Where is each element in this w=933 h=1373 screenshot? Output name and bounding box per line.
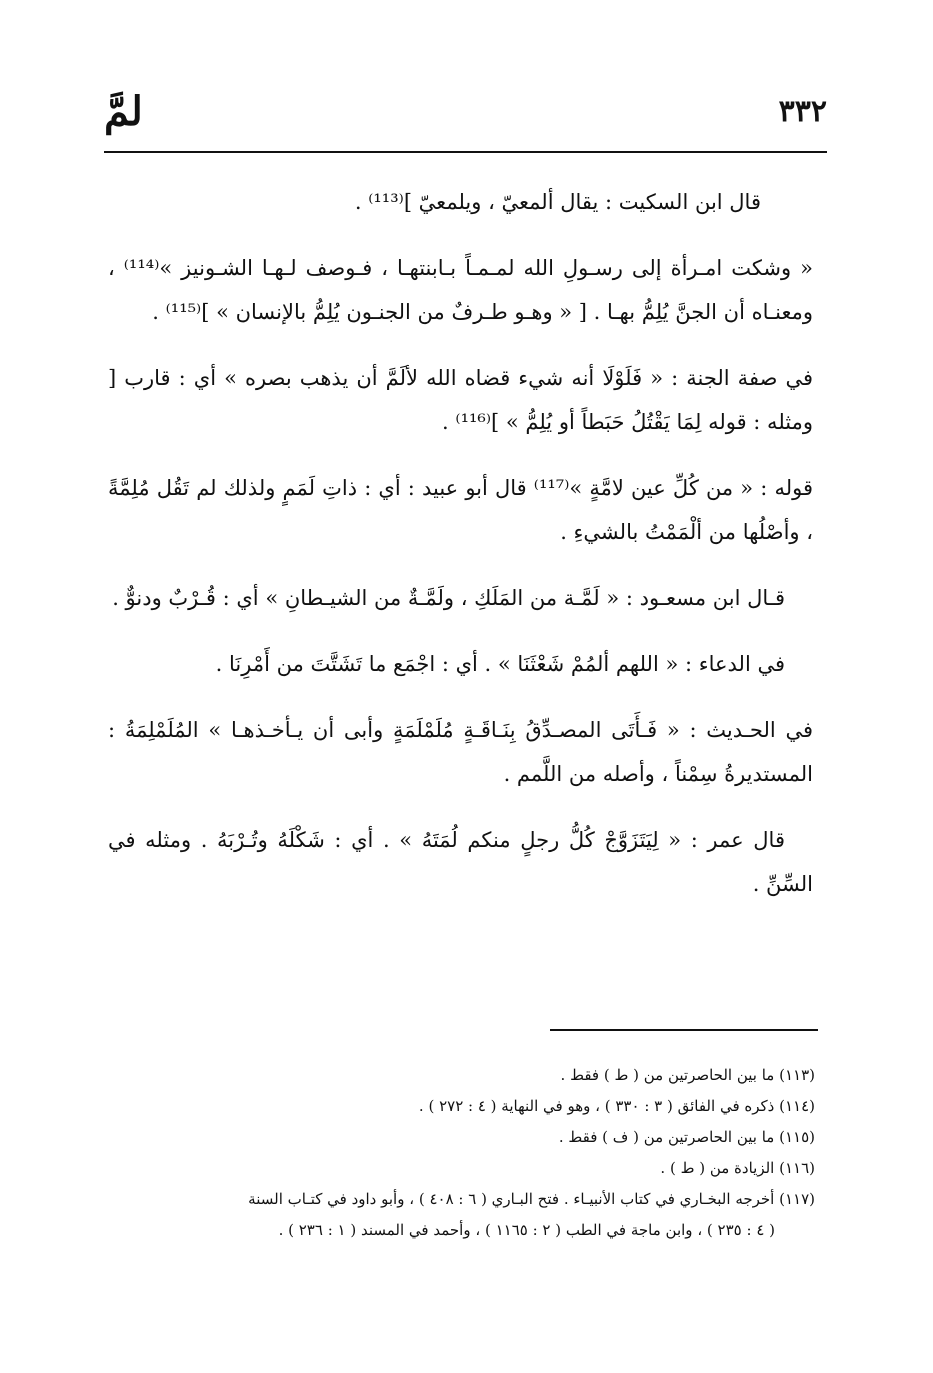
- footnote-117: (١١٧) أخرجه البخـاري في كتاب الأنبيـاء . فتح البـاري ( ٦ : ٤٠٨ ) ، وأبو داود في كتـاب السنة: [248, 1190, 815, 1208]
- footnote-115: (١١٥) ما بين الحاصرتين من ( ف ) فقط .: [558, 1128, 815, 1146]
- main-text: [108, 180, 813, 928]
- footnote-117-continuation: ( ٤ : ٢٣٥ ) ، وابن ماجة في الطب ( ٢ : ١١٦٥ ) ، وأحمد في المسند ( ١ : ٢٣٦ ) .: [278, 1221, 775, 1239]
- running-title: لمَّ: [104, 88, 143, 135]
- paragraph-ibn-al-sikkit: قال ابن السكيت : يقال ألمعيّ ، ويلمعيّ ]⁽¹¹³⁾ .: [354, 190, 761, 214]
- footnote-114: (١١٤) ذكره في الفائق ( ٣ : ٣٣٠ ) ، وهو في النهاية ( ٤ : ٢٧٢ ) .: [418, 1097, 815, 1115]
- paragraph-shuniz: « وشكت امـرأة إلى رسـولِ الله لمـمـاً بـابنتهـا ، فـوصف لـهـا الشـونيز »⁽¹¹⁴⁾ ، ومعنـاه أن الجنَّ يُلِمُّ بهـا . [ « وهـو طـرفٌ من الجنـون يُلِمُّ بالإنسان » ]⁽¹¹⁵⁾ .: [108, 256, 813, 324]
- footnote-113: (١١٣) ما بين الحاصرتين من ( ط ) فقط .: [560, 1066, 815, 1084]
- paragraph-jannah: في صفة الجنة : « فَلَوْلَا أنه شيء قضاه الله لألَمَّ أن يذهب بصره » أي : قارب [ ومثله : قوله لِمَا يَقْتُلُ حَبَطاً أو يُلِمُّ » ]⁽¹¹⁶⁾ .: [108, 366, 813, 434]
- paragraph-ibn-masud: قـال ابن مسعـود : « لَمَّـة من المَلَكِ ، ولَمَّـةٌ من الشيـطانِ » أي : قُـرْبٌ ودنوٌّ .: [112, 586, 785, 610]
- paragraph-hadith-mulamlamah: في الحـديث : « فَـأَتَى المصـدِّقُ بِنَـاقَـةٍ مُلَمْلَمَةٍ وأبى أن يـأخـذهـا » المُلَمْلِمَةُ : المستديرةُ سِمْناً ، وأصله من اللَّمم .: [108, 718, 813, 786]
- paragraph-dua: في الدعاء : « اللهم ألمُمْ شَعْثَنَا » . أي : اجْمَع ما تَشَتَّتَ من أَمْرِنَا .: [215, 652, 785, 676]
- footnote-separator: [550, 1029, 818, 1031]
- header-rule: [104, 151, 827, 153]
- page-number: ٣٣٢: [778, 94, 827, 129]
- page-header: [104, 86, 827, 146]
- footnotes: [108, 1060, 815, 1246]
- footnote-116: (١١٦) الزيادة من ( ط ) .: [660, 1159, 815, 1177]
- paragraph-umar: قال عمر : « لِيَتَزَوَّجْ كُلُّ رجلٍ منكم لُمَتَهُ » . أي : شَكْلَهُ وتُـرْبَهُ . ومثله في السِّنِّ .: [108, 828, 813, 896]
- paragraph-lammah: قوله : « من كُلِّ عين لامَّةٍ »⁽¹¹⁷⁾ قال أبو عبيد : أي : ذاتِ لَمَمٍ ولذلك لم تَقُل مُلِمَّةً ، وأصْلُها من ألْمَمْتُ بالشيءِ .: [108, 476, 814, 544]
